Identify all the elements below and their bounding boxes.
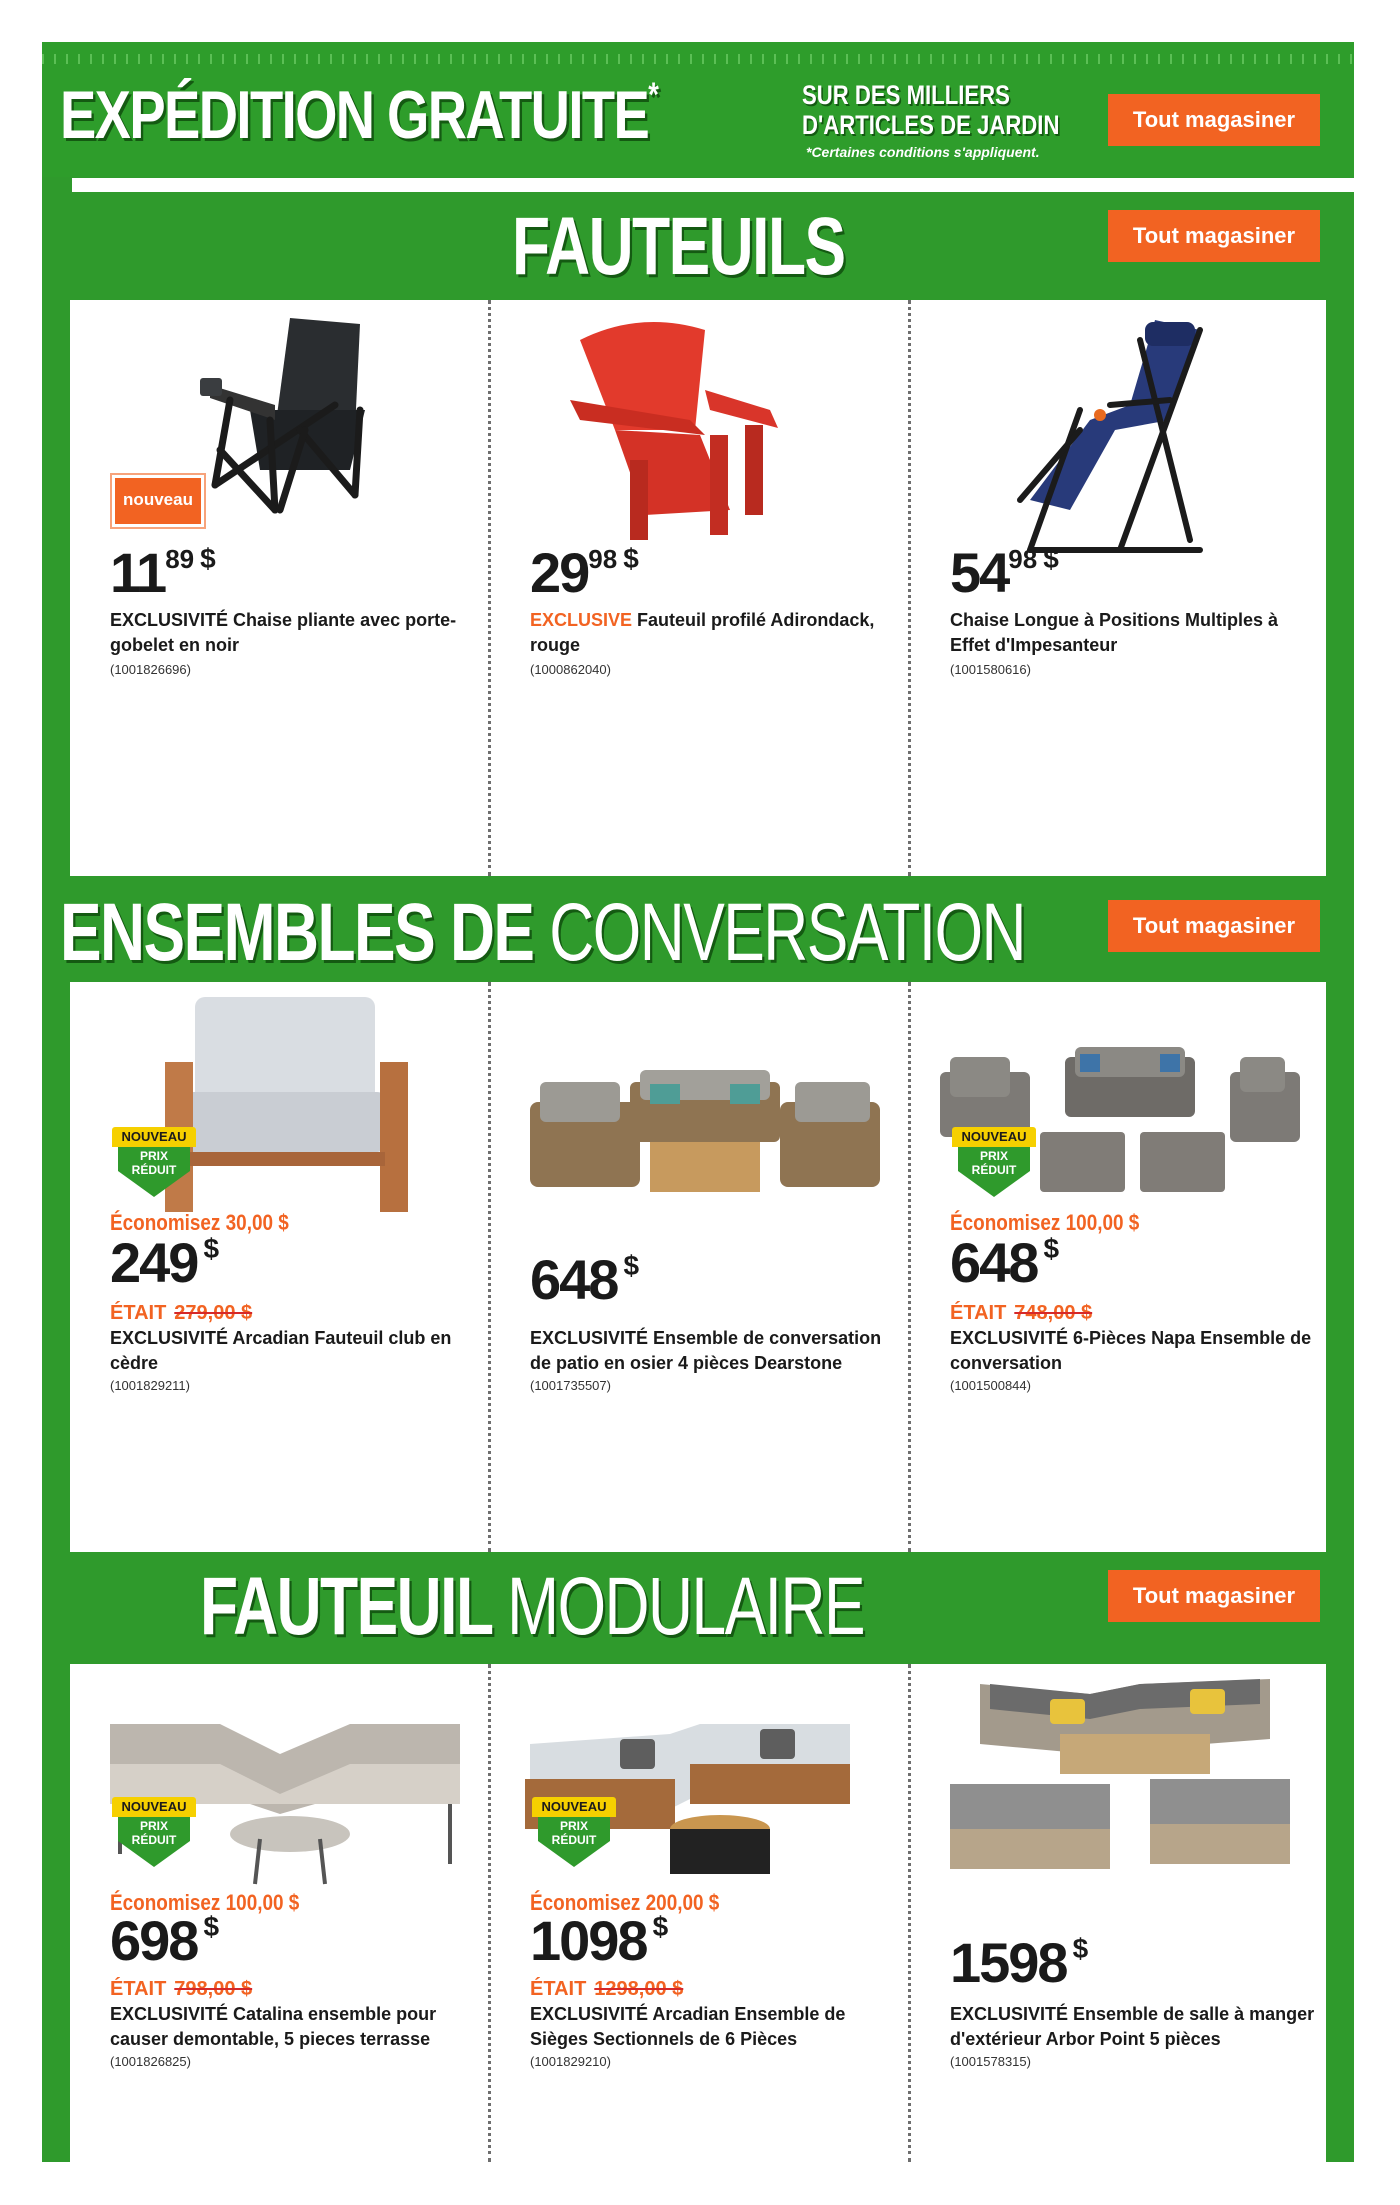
product-description: EXCLUSIVITÉ Chaise pliante avec porte-gobelet en noir: [110, 610, 457, 655]
shipping-subtitle-line1: SUR DES MILLIERS: [802, 80, 1010, 110]
shop-all-shipping-button[interactable]: Tout magasiner: [1108, 94, 1320, 146]
product-price: 1598 $: [950, 1931, 1089, 1994]
price-reduced-badge: NOUVEAU PRIX RÉDUIT: [112, 1127, 196, 1197]
folding-chair-icon: [100, 310, 460, 570]
savings-text: Économisez 30,00 $: [110, 1210, 289, 1235]
product-sku: (1001826825): [110, 2054, 191, 2069]
product-description: Chaise Longue à Positions Multiples à Effet d'Impesanteur: [950, 610, 1279, 655]
products-panel-modulaire: [66, 1664, 1330, 2162]
product-sku: (1001735507): [530, 1378, 611, 1393]
product-sku: (1001829211): [110, 1378, 190, 1393]
flyer-page: [42, 42, 1354, 2162]
price-reduced-badge: NOUVEAU PRIX RÉDUIT: [532, 1797, 616, 1867]
shipping-conditions-note: *Certaines conditions s'appliquent.: [806, 144, 1040, 160]
product-price: 698 $: [110, 1909, 220, 1972]
product-card[interactable]: [70, 300, 490, 876]
adirondack-chair-icon: [520, 310, 880, 570]
product-sku: (1000862040): [530, 662, 611, 677]
banner-stripe: [42, 54, 1354, 64]
product-card[interactable]: [490, 1664, 910, 2162]
was-price: ÉTAIT 798,00 $: [110, 1978, 253, 2000]
product-card[interactable]: [910, 300, 1330, 876]
product-price: 249 $: [110, 1231, 220, 1294]
was-price: ÉTAIT 1298,00 $: [530, 1978, 684, 2000]
section-title: FAUTEUILS: [512, 201, 845, 292]
product-description: EXCLUSIVE Fauteuil profilé Adirondack, rouge: [530, 610, 875, 655]
zero-gravity-lounger-icon: [940, 310, 1300, 570]
product-sku: (1001580616): [950, 662, 1031, 677]
product-card[interactable]: [490, 300, 910, 876]
product-sku: (1001826696): [110, 662, 191, 677]
product-price: 2998 $: [530, 541, 639, 604]
banner-divider: [72, 178, 1354, 192]
was-price: ÉTAIT 279,00 $: [110, 1302, 253, 1324]
free-shipping-banner: [42, 42, 1354, 177]
product-description: EXCLUSIVITÉ Ensemble de conversation de patio en osier 4 pièces Dearstone: [530, 1328, 882, 1373]
shop-all-modulaire-button[interactable]: Tout magasiner: [1108, 1570, 1320, 1622]
savings-text: Économisez 200,00 $: [530, 1890, 720, 1915]
section-header-conversation: [42, 872, 1354, 982]
product-description: EXCLUSIVITÉ Arcadian Fauteuil club en cèdre: [110, 1328, 452, 1373]
shipping-subtitle-line2: D'ARTICLES DE JARDIN: [802, 110, 1060, 140]
was-price: ÉTAIT 748,00 $: [950, 1302, 1093, 1324]
product-card[interactable]: [910, 1664, 1330, 2162]
product-card[interactable]: [490, 982, 910, 1552]
new-badge: nouveau: [112, 475, 204, 527]
product-description: EXCLUSIVITÉ Ensemble de salle à manger d'extérieur Arbor Point 5 pièces: [950, 2004, 1315, 2049]
product-description: EXCLUSIVITÉ Catalina ensemble pour causer demontable, 5 pieces terrasse: [110, 2004, 437, 2049]
product-sku: (1001500844): [950, 1378, 1031, 1393]
product-price: 5498 $: [950, 541, 1059, 604]
section-header-fauteuils: [42, 192, 1354, 302]
section-title: ENSEMBLES DE CONVERSATION: [60, 887, 1026, 978]
savings-text: Économisez 100,00 $: [110, 1890, 300, 1915]
section-header-modulaire: [42, 1548, 1354, 1658]
product-description: EXCLUSIVITÉ 6-Pièces Napa Ensemble de conversation: [950, 1328, 1312, 1373]
price-reduced-badge: NOUVEAU PRIX RÉDUIT: [952, 1127, 1036, 1197]
products-panel-fauteuils: [66, 300, 1330, 876]
shop-all-conversation-button[interactable]: Tout magasiner: [1108, 900, 1320, 952]
product-card[interactable]: [910, 982, 1330, 1552]
wicker-set-icon: [520, 992, 880, 1252]
shop-all-fauteuils-button[interactable]: Tout magasiner: [1108, 210, 1320, 262]
product-price: 1098 $: [530, 1909, 669, 1972]
free-shipping-title: EXPÉDITION GRATUITE*: [60, 76, 658, 153]
product-sku: (1001829210): [530, 2054, 611, 2069]
section-title: FAUTEUIL MODULAIRE: [200, 1561, 865, 1652]
product-price: 648 $: [530, 1248, 640, 1311]
products-panel-conversation: [66, 982, 1330, 1552]
product-card[interactable]: [70, 982, 490, 1552]
product-sku: (1001578315): [950, 2054, 1031, 2069]
dining-set-icon: [940, 1664, 1300, 1894]
price-reduced-badge: NOUVEAU PRIX RÉDUIT: [112, 1797, 196, 1867]
savings-text: Économisez 100,00 $: [950, 1210, 1140, 1235]
product-price: 1189 $: [110, 541, 216, 604]
product-description: EXCLUSIVITÉ Arcadian Ensemble de Sièges Sectionnels de 6 Pièces: [530, 2004, 846, 2049]
product-card[interactable]: [70, 1664, 490, 2162]
product-price: 648 $: [950, 1231, 1060, 1294]
